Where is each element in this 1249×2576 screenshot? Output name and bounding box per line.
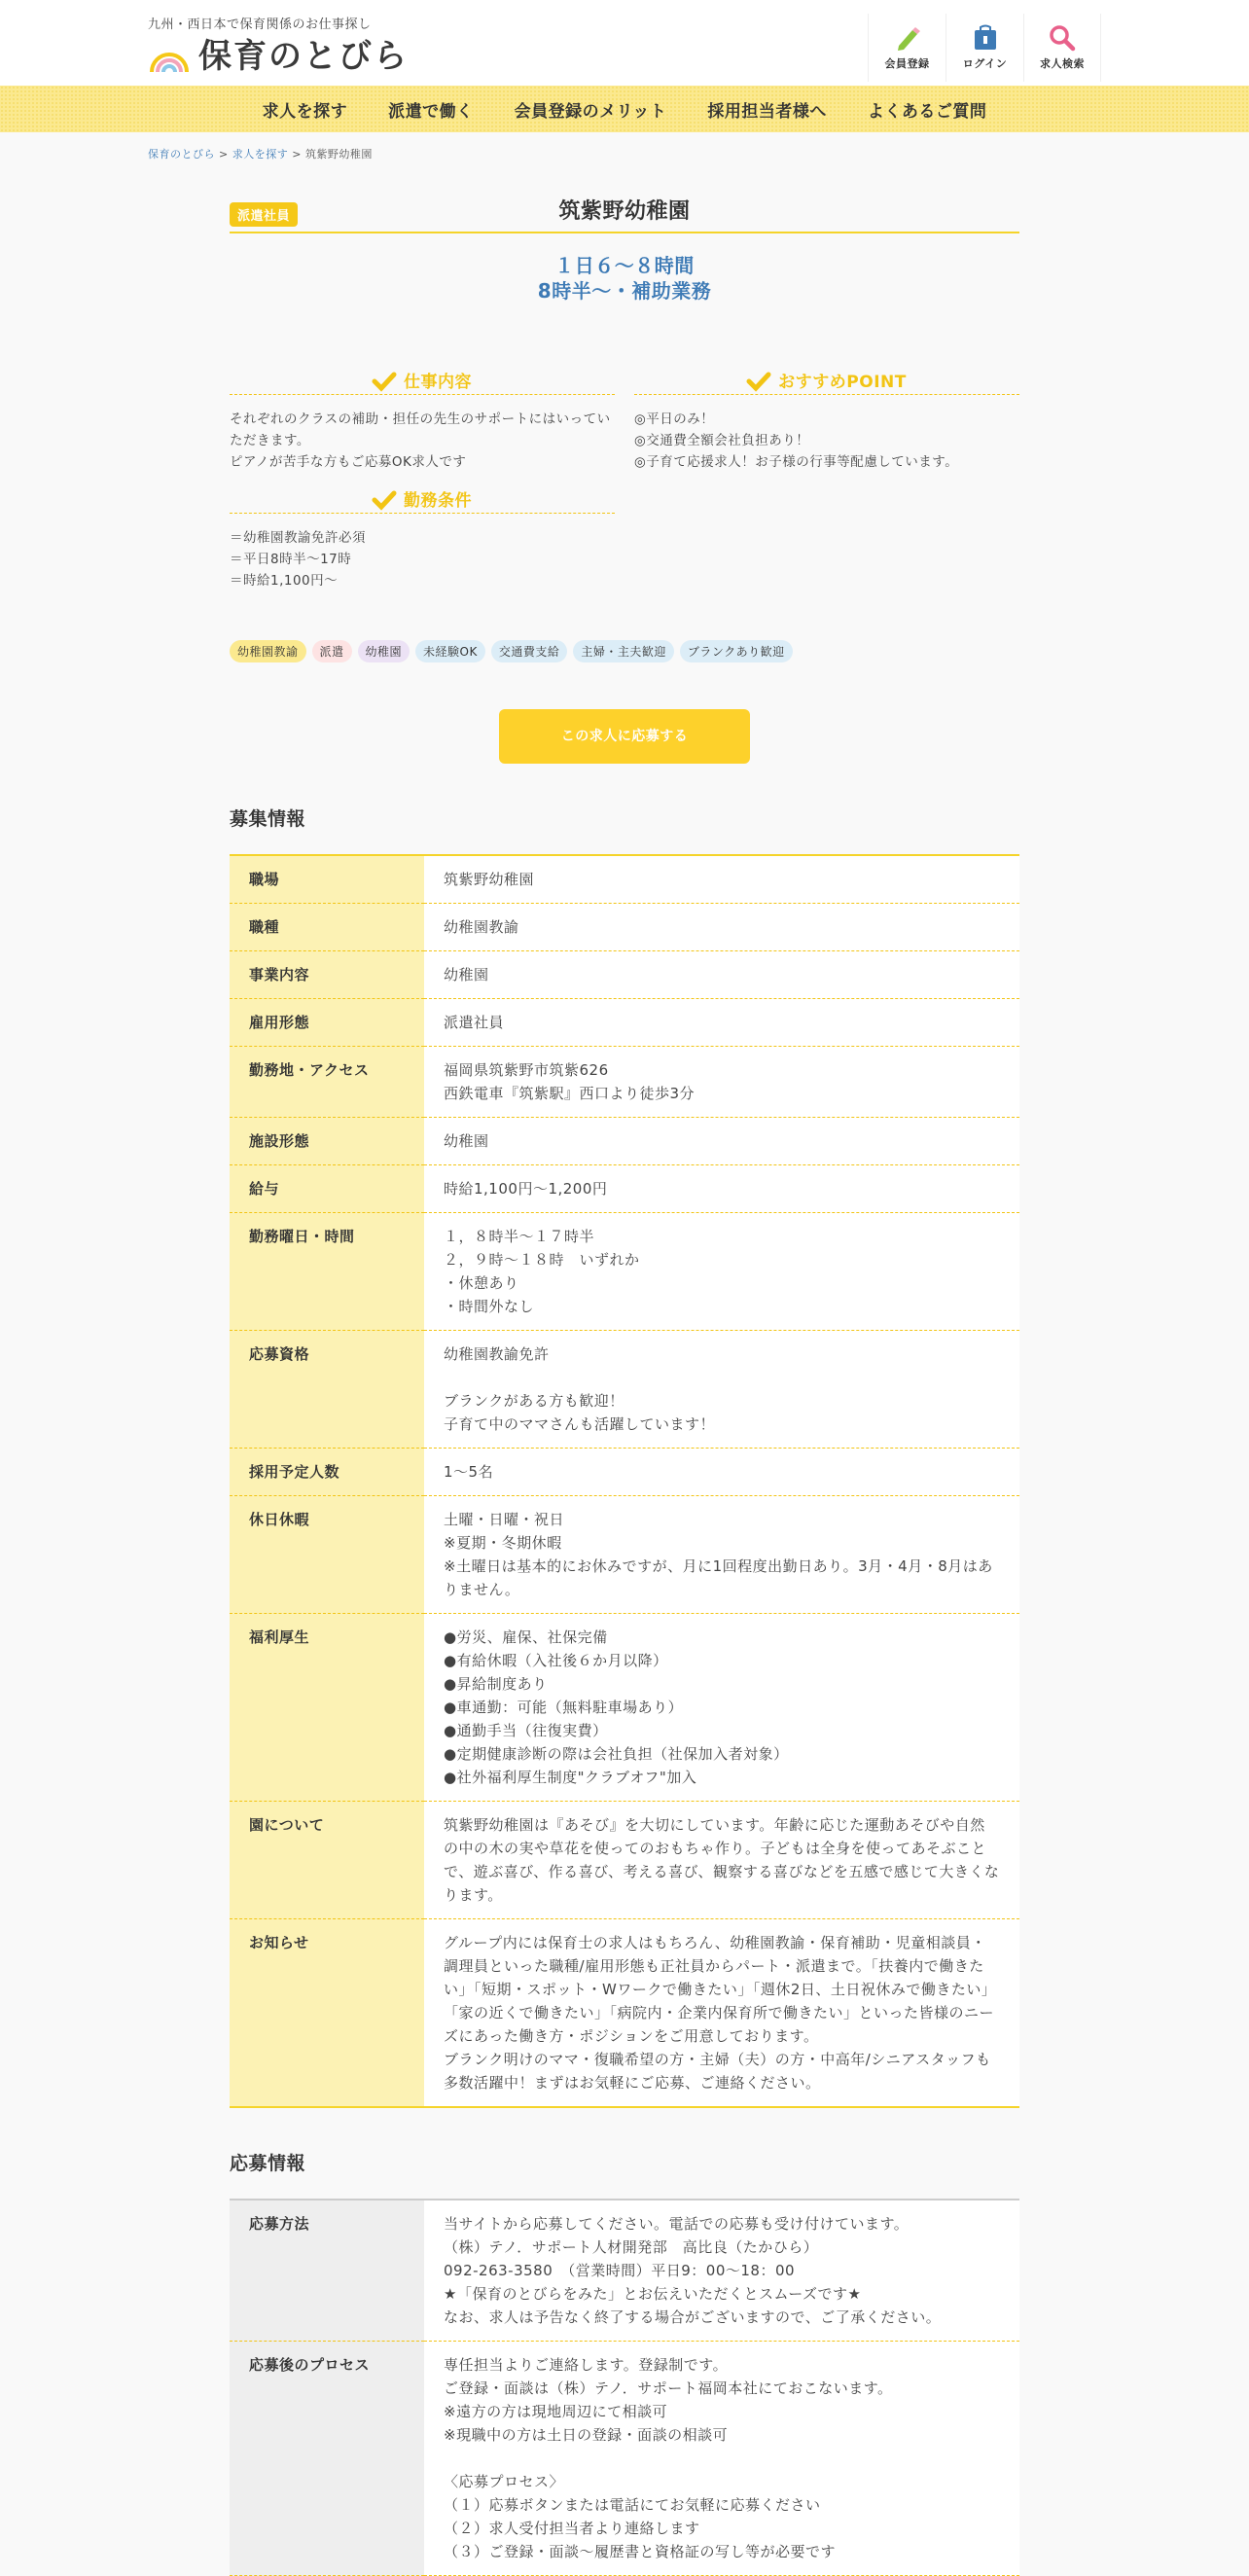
apply-info-heading: 応募情報	[230, 2153, 306, 2174]
summary-left	[230, 368, 615, 591]
table-row	[230, 1614, 1019, 1802]
apply-button[interactable]: この求人に応募する	[499, 709, 750, 764]
row-label: 勤務曜日・時間	[230, 1213, 424, 1331]
row-value: 幼稚園	[424, 951, 1019, 999]
row-label: 職場	[230, 855, 424, 904]
row-label: 採用予定人数	[230, 1449, 424, 1496]
row-label: 職種	[230, 904, 424, 951]
global-nav	[0, 86, 1249, 132]
row-label: 応募資格	[230, 1331, 424, 1449]
row-label: 休日休暇	[230, 1496, 424, 1614]
row-value: 専任担当よりご連絡します。登録制です。 ご登録・面談は（株）テノ．サポート福岡本社にておこないます。 ※遠方の方は現地周辺にて相談可 ※現職中の方は土日の登録・面談の相談可 〈応募プロセス〉 （１）応募ボタンまたは電話にてお気軽に応募ください （２）求人受付担当者より連絡します （３）ご登録・面談～履歴書と資格証の写し等が必要です	[424, 2342, 1019, 2576]
tag-chip: ブランクあり歓迎	[680, 640, 793, 662]
tag-chip: 交通費支給	[491, 640, 568, 662]
table-row	[230, 2200, 1019, 2342]
nav-member-merits[interactable]: 会員登録のメリット	[514, 101, 667, 122]
row-value: 幼稚園教諭	[424, 904, 1019, 951]
table-row	[230, 1331, 1019, 1449]
apply-info-table	[230, 2199, 1019, 2576]
row-value: 筑紫野幼稚園	[424, 855, 1019, 904]
recruit-info-table	[230, 854, 1019, 2108]
table-row	[230, 999, 1019, 1047]
table-row	[230, 1802, 1019, 1919]
row-label: 福利厚生	[230, 1614, 424, 1802]
login-icon	[971, 24, 1000, 52]
nav-faq[interactable]: よくあるご質問	[867, 101, 987, 122]
tag-chip: 幼稚園教諭	[230, 640, 306, 662]
row-value: 土曜・日曜・祝日 ※夏期・冬期休暇 ※土曜日は基本的にお休みですが、月に1回程度出勤日あり。3月・4月・8月はありません。	[424, 1496, 1019, 1614]
summary-right	[634, 368, 1019, 591]
nav-for-employers[interactable]: 採用担当者様へ	[707, 101, 827, 122]
breadcrumb-home[interactable]: 保育のとびら	[148, 148, 215, 161]
nav-find-jobs[interactable]: 求人を探す	[262, 101, 348, 122]
breadcrumb-sep: >	[288, 148, 305, 161]
search-icon	[1048, 24, 1077, 52]
tag-chip: 幼稚園	[358, 640, 410, 662]
row-value: 筑紫野幼稚園は『あそび』を大切にしています。年齢に応じた運動あそびや自然の中の木の実や草花を使ってのおもちゃ作り。子どもは全身を使ってあそぶことで、遊ぶ喜び、作る喜び、考える喜び、観察する喜びなどを五感で感じて大きくなります。	[424, 1802, 1019, 1919]
tag-chip: 主婦・主夫歓迎	[573, 640, 674, 662]
work-content-body: それぞれのクラスの補助・担任の先生のサポートにはいっていただきます。 ピアノが苦手な方もご応募OK求人です	[230, 411, 611, 470]
check-icon	[373, 372, 396, 391]
apply-area	[230, 709, 1019, 764]
logo-text: 保育のとびら	[198, 37, 409, 76]
table-row	[230, 1449, 1019, 1496]
site-header	[0, 0, 1249, 86]
breadcrumb-search[interactable]: 求人を探す	[232, 148, 289, 161]
row-label: 事業内容	[230, 951, 424, 999]
row-value: １，８時半～１７時半 ２，９時～１８時 いずれか ・休憩あり ・時間外なし	[424, 1213, 1019, 1331]
row-value: グループ内には保育士の求人はもちろん、幼稚園教諭・保育補助・児童相談員・調理員といった職種/雇用形態も正社員からパート・派遣まで。「扶養内で働きたい」「短期・スポット・Wワークで働きたい」「週休2日、土日祝休みで働きたい」「家の近くで働きたい」「病院内・企業内保育所で働きたい」といった皆様のニーズにあった働き方・ポジションをご用意しております。 ブランク明けのママ・復職希望の方・主婦（夫）の方・中高年/シニアスタッフも多数活躍中！まずはお気軽にご応募、ご連絡ください。	[424, 1919, 1019, 2108]
row-value: 時給1,100円～1,200円	[424, 1165, 1019, 1213]
tag-chip: 派遣	[312, 640, 352, 662]
table-row	[230, 1047, 1019, 1118]
row-value: 幼稚園教諭免許 ブランクがある方も歓迎！ 子育て中のママさんも活躍しています！	[424, 1331, 1019, 1449]
login-link[interactable]	[946, 14, 1023, 82]
page-title: 筑紫野幼稚園	[558, 199, 691, 224]
job-catchcopy	[230, 253, 1019, 304]
pencil-icon	[893, 24, 922, 52]
member-register-link[interactable]	[868, 14, 946, 82]
table-row	[230, 1496, 1019, 1614]
table-row	[230, 1118, 1019, 1165]
row-value: 当サイトから応募してください。電話での応募も受け付けています。 （株）テノ．サポート人材開発部 高比良（たかひら） 092-263-3580 （営業時間）平日9：00～18：00 ★「保育のとびらをみた」とお伝えいただくとスムーズです★ なお、求人は予告なく終了する場合がございますので、ご了承ください。	[424, 2200, 1019, 2342]
site-logo[interactable]	[148, 37, 409, 76]
tag-chip: 未経験OK	[415, 640, 485, 662]
tag-list	[230, 640, 1019, 662]
row-label: 勤務地・アクセス	[230, 1047, 424, 1118]
recommend-point-body: ◎平日のみ！ ◎交通費全額会社負担あり！ ◎子育て応援求人！お子様の行事等配慮しています。	[634, 411, 959, 470]
title-row	[230, 200, 1019, 233]
row-label: 雇用形態	[230, 999, 424, 1047]
job-search-label: 求人検索	[1040, 57, 1085, 70]
row-value: ●労災、雇保、社保完備 ●有給休暇（入社後６か月以降） ●昇給制度あり ●車通勤：可能（無料駐車場あり） ●通勤手当（往復実費） ●定期健康診断の際は会社負担（社保加入者対象） ●社外福利厚生制度"クラブオフ"加入	[424, 1614, 1019, 1802]
row-value: 幼稚園	[424, 1118, 1019, 1165]
work-content-heading: 仕事内容	[230, 368, 615, 395]
catchcopy-line: 8時半～・補助業務	[537, 279, 712, 303]
table-row	[230, 951, 1019, 999]
employment-badge: 派遣社員	[230, 202, 298, 227]
table-row	[230, 904, 1019, 951]
row-label: 応募後のプロセス	[230, 2342, 424, 2576]
header-icon-menu	[868, 14, 1101, 82]
table-row	[230, 1919, 1019, 2108]
login-label: ログイン	[962, 57, 1008, 70]
row-label: お知らせ	[230, 1919, 424, 2108]
row-value: 1～5名	[424, 1449, 1019, 1496]
conditions-heading: 勤務条件	[230, 486, 615, 514]
breadcrumb-sep: >	[215, 148, 232, 161]
recommend-point-heading: おすすめPOINT	[634, 368, 1019, 395]
breadcrumb-current: 筑紫野幼稚園	[304, 148, 373, 161]
row-label: 園について	[230, 1802, 424, 1919]
catchcopy-line: １日６～８時間	[554, 254, 695, 277]
table-row	[230, 1213, 1019, 1331]
recruit-info-heading: 募集情報	[230, 808, 306, 830]
breadcrumb	[148, 146, 1101, 161]
check-icon	[373, 490, 396, 510]
conditions-body: ＝幼稚園教諭免許必須 ＝平日8時半～17時 ＝時給1,100円～	[230, 530, 366, 589]
check-icon	[747, 372, 770, 391]
member-register-label: 会員登録	[884, 57, 930, 70]
table-row	[230, 855, 1019, 904]
summary-columns	[230, 368, 1019, 591]
rainbow-logo-icon	[148, 39, 191, 74]
row-label: 施設形態	[230, 1118, 424, 1165]
row-label: 応募方法	[230, 2200, 424, 2342]
site-tagline: 九州・西日本で保育関係のお仕事探し	[148, 18, 372, 32]
row-value: 派遣社員	[424, 999, 1019, 1047]
row-value: 福岡県筑紫野市筑紫626 西鉄電車『筑紫駅』西口より徒歩3分	[424, 1047, 1019, 1118]
table-row	[230, 2342, 1019, 2576]
table-row	[230, 1165, 1019, 1213]
nav-dispatch[interactable]: 派遣で働く	[388, 101, 474, 122]
job-search-link[interactable]	[1023, 14, 1101, 82]
job-detail	[230, 200, 1019, 2576]
row-label: 給与	[230, 1165, 424, 1213]
